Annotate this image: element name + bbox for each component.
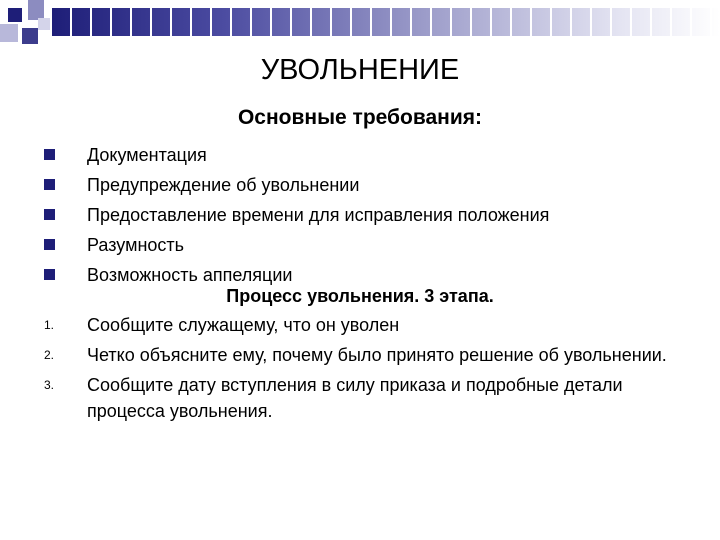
list-item <box>44 140 549 170</box>
list-item-text: Документация <box>87 145 207 165</box>
decor-square <box>28 0 44 20</box>
decor-square <box>22 28 38 44</box>
slide-title: УВОЛЬНЕНИЕ <box>260 54 460 86</box>
square-bullet-icon <box>44 209 55 220</box>
list-item-text: Предупреждение об увольнении <box>87 175 360 195</box>
step-item <box>44 312 684 338</box>
step-number: 2. <box>44 348 55 362</box>
decor-square <box>0 24 18 42</box>
step-item <box>44 372 684 424</box>
header-banner <box>0 0 720 60</box>
slide-subtitle: Основные требования: <box>237 106 483 129</box>
list-item-text: Разумность <box>87 235 185 255</box>
step-item <box>44 342 684 368</box>
square-bullet-icon <box>44 179 55 190</box>
process-title: Процесс увольнения. 3 этапа. <box>226 286 494 306</box>
list-item <box>44 200 549 230</box>
step-number: 1. <box>44 318 55 332</box>
requirements-list <box>44 140 549 290</box>
list-item-text: Предоставление времени для исправления положения <box>87 205 550 225</box>
square-bullet-icon <box>44 149 55 160</box>
square-bullet-icon <box>44 239 55 250</box>
step-text: Сообщите дату вступления в силу приказа и подробные детали процесса увольнения. <box>87 375 623 421</box>
process-steps-list <box>44 312 684 428</box>
step-text: Сообщите служащему, что он уволен <box>87 315 400 335</box>
square-bullet-icon <box>44 269 55 280</box>
decor-square <box>8 8 22 22</box>
list-item <box>44 230 549 260</box>
gradient-strip-lines <box>52 8 720 36</box>
list-item-text: Возможность аппеляции <box>87 265 293 285</box>
step-number: 3. <box>44 378 55 392</box>
list-item <box>44 170 549 200</box>
step-text: Четко объясните ему, почему было принято решение об увольнении. <box>87 345 667 365</box>
decor-square <box>38 18 50 30</box>
